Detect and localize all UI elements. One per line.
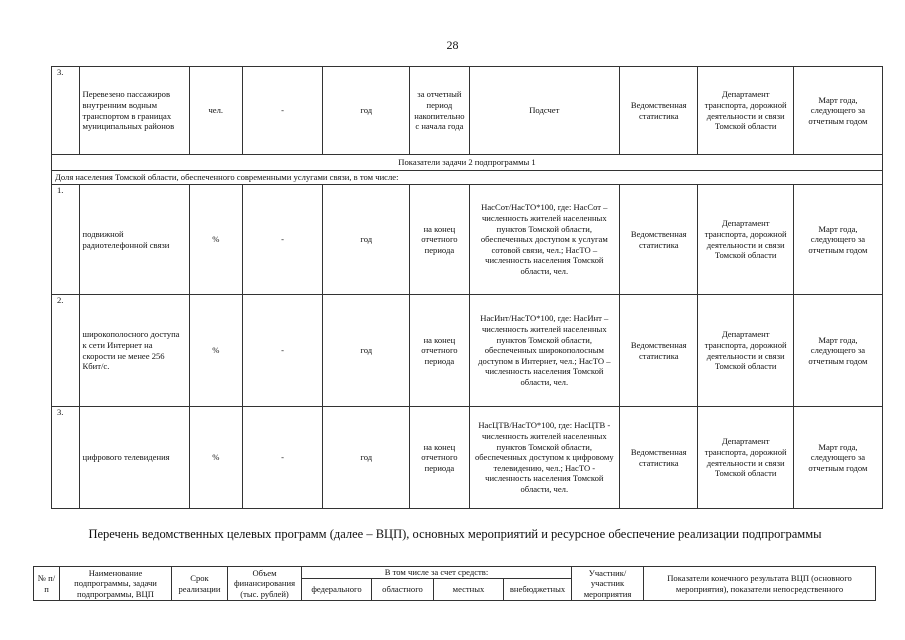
- row-number: 2.: [52, 295, 80, 407]
- col-name: Наименование подпрограммы, задачи подпрограммы, ВЦП: [60, 567, 172, 601]
- col-extrabudget: внебюджетных: [504, 579, 572, 601]
- table-header-row: [34, 567, 876, 579]
- deadline: Март года, следующего за отчетным годом: [793, 67, 882, 155]
- periodicity: год: [323, 67, 410, 155]
- timing: за отчетный период накопительно с начала года: [410, 67, 469, 155]
- indicators-table: [51, 66, 883, 509]
- col-regional: областного: [372, 579, 434, 601]
- col-term: Срок реализации: [172, 567, 228, 601]
- col-volume: Объем финансирования (тыс. рублей): [228, 567, 302, 601]
- subsection-header-row: [52, 171, 883, 185]
- unit: чел.: [189, 67, 242, 155]
- unit: %: [189, 295, 242, 407]
- section-header-row: [52, 155, 883, 171]
- method: Подсчет: [469, 67, 620, 155]
- timing: на конец отчетного периода: [410, 407, 469, 509]
- programs-table: [33, 566, 876, 601]
- col-federal: федерального: [302, 579, 372, 601]
- indicator-name: подвижной радиотелефонной связи: [79, 185, 189, 295]
- timing: на конец отчетного периода: [410, 295, 469, 407]
- row-number: 3.: [52, 407, 80, 509]
- indicator-name: цифрового телевидения: [79, 407, 189, 509]
- table-row: [52, 295, 883, 407]
- indicator-name: Перевезено пассажиров внутренним водным транспортом в границах муниципальных районов: [79, 67, 189, 155]
- subsection-header: Доля населения Томской области, обеспеченного современными услугами связи, в том числе:: [52, 171, 883, 185]
- method: НасЦТВ/НасТО*100, где: НасЦТВ - численность жителей населенных пунктов Томской области, обеспеченных доступом к цифровому телевидению, чел.; НасТО - численность населения Томской области, чел.: [469, 407, 620, 509]
- source: Ведомственная статистика: [620, 67, 698, 155]
- table-row: [52, 185, 883, 295]
- dash: -: [242, 295, 323, 407]
- deadline: Март года, следующего за отчетным годом: [793, 295, 882, 407]
- responsible: Департамент транспорта, дорожной деятельности и связи Томской области: [698, 407, 793, 509]
- col-sources: В том числе за счет средств:: [302, 567, 572, 579]
- col-participant: Участник/ участник мероприятия: [572, 567, 644, 601]
- responsible: Департамент транспорта, дорожной деятельности и связи Томской области: [698, 185, 793, 295]
- source: Ведомственная статистика: [620, 407, 698, 509]
- unit: %: [189, 407, 242, 509]
- responsible: Департамент транспорта, дорожной деятельности и связи Томской области: [698, 295, 793, 407]
- page-number: 28: [446, 38, 459, 52]
- col-indicators: Показатели конечного результата ВЦП (основного мероприятия), показатели непосредственного: [644, 567, 876, 601]
- dash: -: [242, 407, 323, 509]
- periodicity: год: [323, 185, 410, 295]
- section-title: Перечень ведомственных целевых программ (далее – ВЦП), основных мероприятий и ресурсное обеспечение реализации подпрограммы: [88, 527, 822, 541]
- dash: -: [242, 185, 323, 295]
- col-num: № п/п: [34, 567, 60, 601]
- section-header: Показатели задачи 2 подпрограммы 1: [52, 155, 883, 171]
- deadline: Март года, следующего за отчетным годом: [793, 407, 882, 509]
- responsible: Департамент транспорта, дорожной деятельности и связи Томской области: [698, 67, 793, 155]
- row-number: 3.: [52, 67, 80, 155]
- method: НасИнт/НасТО*100, где: НасИнт – численность жителей населенных пунктов Томской области, обеспеченных широкополосным доступом в Интернет, чел.; НасТО – численность населения Томской области, чел.: [469, 295, 620, 407]
- row-number: 1.: [52, 185, 80, 295]
- unit: %: [189, 185, 242, 295]
- periodicity: год: [323, 407, 410, 509]
- col-local: местных: [434, 579, 504, 601]
- dash: -: [242, 67, 323, 155]
- table-row: [52, 67, 883, 155]
- source: Ведомственная статистика: [620, 295, 698, 407]
- indicator-name: широкополосного доступа к сети Интернет на скорости не менее 256 Кбит/с.: [79, 295, 189, 407]
- method: НасСот/НасТО*100, где: НасСот – численность жителей населенных пунктов Томской области, обеспеченных доступом к услугам сотовой связи, чел.; НасТО – численность населения Томской области, чел.: [469, 185, 620, 295]
- source: Ведомственная статистика: [620, 185, 698, 295]
- table-row: [52, 407, 883, 509]
- timing: на конец отчетного периода: [410, 185, 469, 295]
- periodicity: год: [323, 295, 410, 407]
- deadline: Март года, следующего за отчетным годом: [793, 185, 882, 295]
